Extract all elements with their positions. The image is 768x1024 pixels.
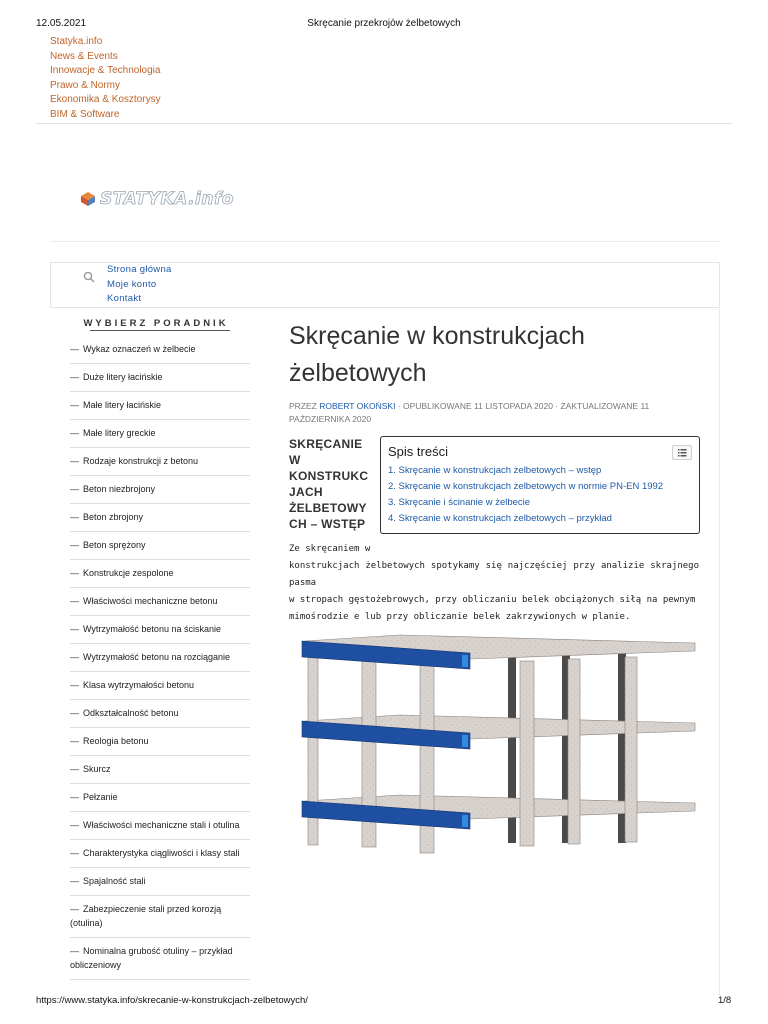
toc-item-3[interactable]: 3. Skręcanie i ścinanie w żelbecie	[388, 497, 531, 508]
toc-item-2[interactable]: 2. Skręcanie w konstrukcjach żelbetowych w normie PN-EN 1992	[388, 481, 664, 492]
toc-item-1[interactable]: 1. Skręcanie w konstrukcjach żelbetowych – wstęp	[388, 465, 602, 476]
sidebar-item[interactable]: — Duże litery łacińskie	[70, 370, 250, 392]
toc-item-4[interactable]: 4. Skręcanie w konstrukcjach żelbetowych – przykład	[388, 513, 612, 524]
article-title: Skręcanie w konstrukcjach żelbetowych	[289, 322, 585, 387]
sidebar-item[interactable]: — Odkształcalność betonu	[70, 706, 250, 728]
menu-item-contact[interactable]: Kontakt	[107, 293, 142, 304]
top-nav	[50, 35, 161, 122]
sidebar-item[interactable]: — Spajalność stali	[70, 874, 250, 896]
sidebar-title: WYBIERZ PORADNIK	[83, 318, 229, 329]
content-top-divider	[50, 241, 720, 242]
sidebar-item[interactable]: — Charakterystyka ciągliwości i klasy stali	[70, 846, 250, 868]
menu-bar	[50, 262, 720, 308]
toc-toggle-button[interactable]	[672, 445, 692, 460]
sidebar-item[interactable]: — Właściwości mechaniczne betonu	[70, 594, 250, 616]
top-nav-prawo[interactable]: Prawo & Normy	[50, 79, 121, 91]
sidebar-item[interactable]: — Wytrzymałość betonu na rozciąganie	[70, 650, 250, 672]
sidebar-title-underline	[90, 330, 230, 331]
author-link[interactable]: ROBERT OKOŃSKI	[319, 401, 396, 411]
section-heading: SKRĘCANIE W KONSTRUKC JACH ŻELBETOWY CH – WSTĘP	[289, 437, 369, 531]
toc-list	[388, 463, 663, 527]
table-of-contents	[380, 436, 700, 534]
sidebar-item[interactable]: — Małe litery łacińskie	[70, 398, 250, 420]
logo-text: STATYKA.info	[100, 189, 235, 209]
print-page-title: Skręcanie przekrojów żelbetowych	[307, 18, 461, 29]
sidebar-item[interactable]: — Klasa wytrzymałości betonu	[70, 678, 250, 700]
content-right-border	[719, 306, 720, 996]
top-nav-news[interactable]: News & Events	[50, 50, 118, 62]
top-nav-statyka[interactable]: Statyka.info	[50, 36, 103, 47]
footer-page-number: 1/8	[718, 995, 732, 1006]
sidebar-item[interactable]: — Beton niezbrojony	[70, 482, 250, 504]
sidebar-item[interactable]: — Skurcz	[70, 762, 250, 784]
site-logo[interactable]	[80, 189, 234, 209]
sidebar-item[interactable]: — Reologia betonu	[70, 734, 250, 756]
sidebar-item[interactable]: — Nominalna grubość otuliny – przykład obliczeniowy	[70, 944, 250, 980]
sidebar-item[interactable]: — Właściwości mechaniczne stali i otulina	[70, 818, 250, 840]
body-paragraph: konstrukcjach żelbetowych spotykamy się najczęściej przy analizie skrajnego pasma w stropach gęstożebrowych, przy obliczaniu belek obciążonych siłą na pewnym mimośrodzie e lub przy obliczanie belek zakrzywionych w planie.	[289, 561, 699, 622]
menu-item-account[interactable]: Moje konto	[107, 278, 157, 290]
body-text-line: Ze skręcaniem w	[289, 544, 371, 554]
top-nav-bim[interactable]: BIM & Software	[50, 108, 120, 120]
sidebar-item[interactable]: — Pełzanie	[70, 790, 250, 812]
sidebar-item[interactable]: — Beton sprężony	[70, 538, 250, 560]
toc-title: Spis treści	[388, 444, 448, 459]
sidebar-item[interactable]: — Wykaz oznaczeń w żelbecie	[70, 342, 250, 364]
list-toggle-icon	[673, 446, 691, 459]
sidebar-item[interactable]: — Małe litery greckie	[70, 426, 250, 448]
sidebar-item[interactable]: — Rodzaje konstrukcji z betonu	[70, 454, 250, 476]
sidebar-item[interactable]: — Wytrzymałość betonu na ściskanie	[70, 622, 250, 644]
top-nav-innowacje[interactable]: Innowacje & Technologia	[50, 65, 161, 76]
footer-url: https://www.statyka.info/skrecanie-w-konstrukcjach-zelbetowych/	[36, 995, 308, 1006]
search-icon[interactable]	[83, 271, 95, 283]
menu-item-home[interactable]: Strona główna	[107, 264, 172, 275]
top-nav-ekonomika[interactable]: Ekonomika & Kosztorysy	[50, 94, 161, 105]
sidebar-item[interactable]: — Beton zbrojony	[70, 510, 250, 532]
sidebar-item[interactable]: — Konstrukcje zespolone	[70, 566, 250, 588]
article-meta: PRZEZ ROBERT OKOŃSKI · OPUBLIKOWANE 11 LISTOPADA 2020 · ZAKTUALIZOWANE 11 PAŹDZIERNIKA 2020	[289, 401, 650, 424]
sidebar-item[interactable]: — Zabezpieczenie stali przed korozją (otulina)	[70, 902, 250, 938]
cube-logo-icon	[80, 191, 96, 207]
building-structure-illustration	[300, 633, 700, 858]
header-divider	[36, 123, 732, 124]
main-menu	[107, 263, 172, 307]
print-date: 12.05.2021	[36, 18, 87, 29]
